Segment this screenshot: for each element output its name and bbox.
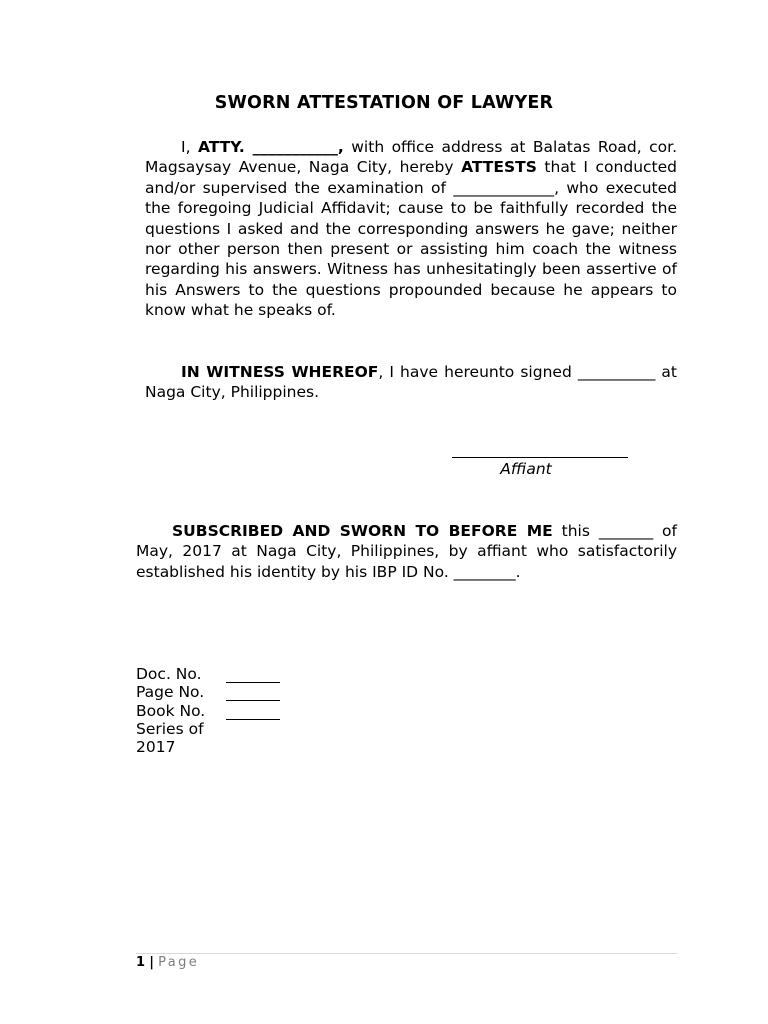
footer-page-number: 1 (136, 955, 146, 970)
footer-page-word: Page (158, 955, 200, 970)
affiant-label: Affiant (500, 460, 552, 478)
page-no-row (136, 683, 205, 701)
series-of-row (136, 720, 205, 738)
book-no-row (136, 702, 205, 720)
notarial-doc-block (136, 665, 205, 756)
p2-witness-whereof: IN WITNESS WHEREOF (181, 363, 379, 381)
page-no-blank (226, 700, 280, 701)
doc-no-label: Doc. No. (136, 665, 202, 683)
attestation-paragraph (145, 137, 677, 321)
series-year-row (136, 738, 205, 756)
signature-line (452, 457, 628, 458)
footer-separator: | (149, 955, 154, 970)
book-no-blank (226, 719, 280, 720)
p1-atty-blank: ATTY. ___________, (197, 138, 344, 156)
book-no-label: Book No. (136, 701, 206, 720)
page-footer (136, 955, 199, 971)
footer-rule (136, 953, 677, 954)
doc-no-row (136, 665, 205, 683)
series-year: 2017 (136, 738, 176, 757)
p1-text-2: with office address at Balatas Road, cor. Magsaysay Avenue, Naga City, hereby (145, 138, 678, 177)
document-title: SWORN ATTESTATION OF LAWYER (214, 93, 554, 113)
p1-attests: ATTESTS (461, 158, 537, 177)
witness-whereof-paragraph (145, 362, 677, 403)
p3-subscribed-sworn: SUBSCRIBED AND SWORN TO BEFORE ME (172, 522, 553, 540)
p3-text: this _______ of May, 2017 at Naga City, Philippines, by affiant who satisfactorily established his identity by his IBP ID No. ________. (136, 522, 677, 581)
jurat-paragraph (136, 521, 677, 582)
series-of-label: Series of (136, 719, 204, 738)
p1-text-1: I, (181, 138, 198, 156)
page-no-label: Page No. (136, 683, 205, 702)
p2-text: , I have hereunto signed __________ at Naga City, Philippines. (145, 363, 677, 402)
p1-text-3: that I conducted and/or supervised the examination of _____________, who executed the foregoing Judicial Affidavit; cause to be faithfully recorded the questions I asked and the corresponding answers he gave; neither nor other person then present or assisting him coach the witness regarding his answers. Witness has unhesitatingly been assertive of his Answers to the questions propounded because he appears to know what he speaks of. (145, 158, 677, 320)
doc-no-blank (226, 682, 280, 683)
